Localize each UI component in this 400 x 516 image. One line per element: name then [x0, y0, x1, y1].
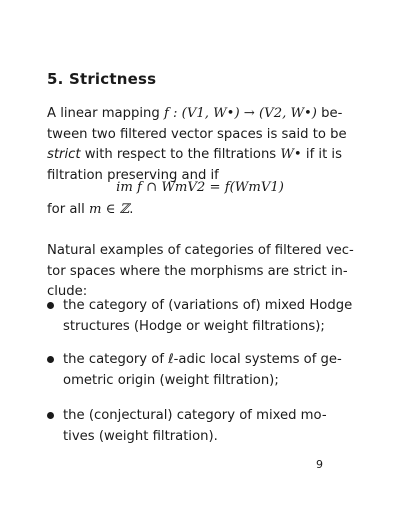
- examples-paragraph: Natural examples of categories of filtered vec- tor spaces where the morphisms are strict in- clude:: [47, 243, 354, 299]
- document-page: 5. Strictness A linear mapping f : (V1, W•) → (V2, W•) be- tween two filtered vector spaces is said to be strict with respect to the filtrations W• if it is filtration preserving and if im f ∩ WmV2 = f(WmV1) for all m ∈ ℤ. Natural examples of categories of filtered vec- tor spaces where the morphisms are strict in- clude: the category of (variations of) mixed Hodge structures (Hodge or weight filtrations); the category of ℓ-adic local systems of ge- ometric origin (weight filtration); the (conjectural) category of mixed mo- tives (weight filtration). 9: [0, 0, 400, 516]
- forall-line: for all m ∈ ℤ.: [47, 202, 134, 217]
- definition-line-4: filtration preserving and if: [47, 167, 219, 183]
- strictness-equation: im f ∩ WmV2 = f(WmV1): [116, 180, 284, 195]
- definition-line-2: tween two filtered vector spaces is said to be: [47, 126, 347, 142]
- page-number: 9: [316, 458, 323, 471]
- strict-term: strict: [47, 147, 81, 162]
- definition-line-1: A linear mapping f : (V1, W•) → (V2, W•) be-: [47, 106, 343, 121]
- forall-math: m ∈ ℤ: [88, 202, 130, 217]
- bullet-icon: [47, 356, 54, 363]
- bullet-icon: [47, 412, 54, 419]
- filtration-symbol: W•: [280, 147, 302, 162]
- bullet-icon: [47, 302, 54, 309]
- definition-paragraph: [47, 104, 357, 186]
- definition-line-3: strict with respect to the filtrations W• if it is: [47, 147, 342, 162]
- mapping-formula: f : (V1, W•) → (V2, W•): [163, 106, 317, 121]
- section-heading: 5. Strictness: [47, 70, 157, 88]
